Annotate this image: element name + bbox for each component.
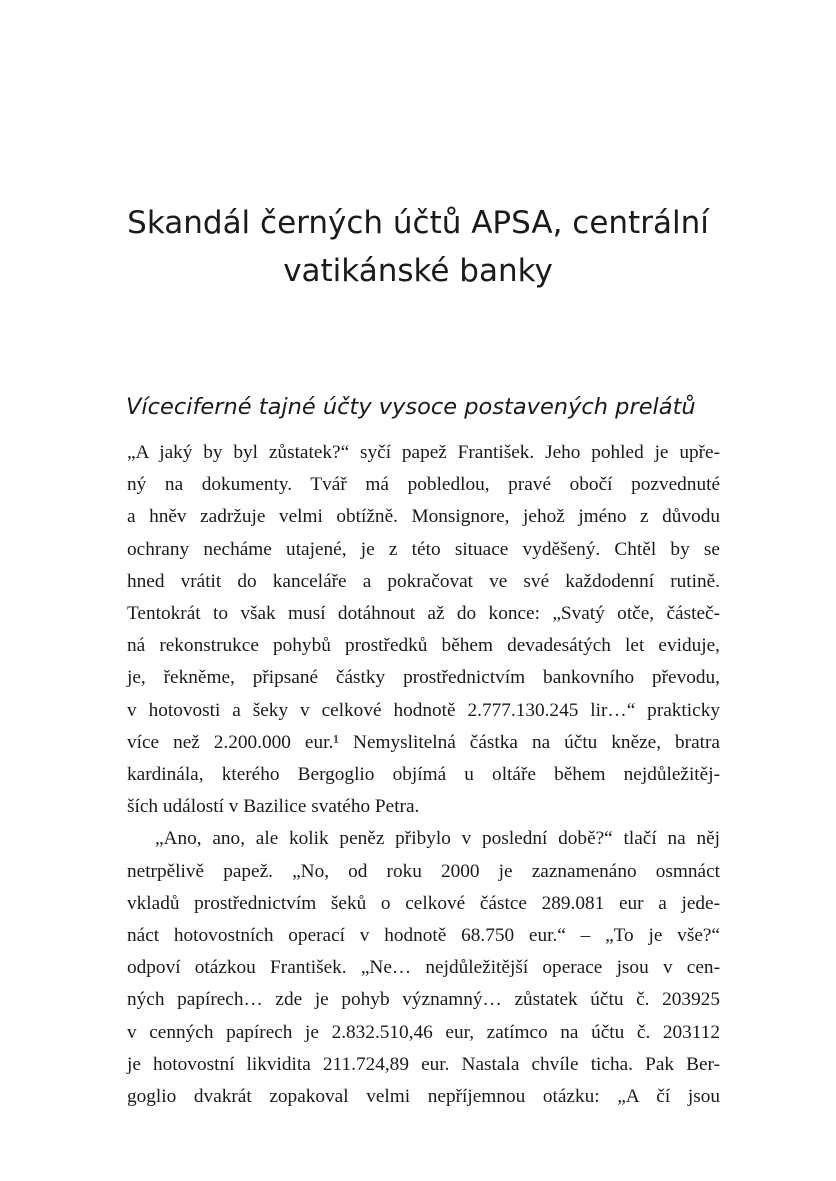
text-line: „Ano, ano, ale kolik peněz přibylo v poslední době?“ tlačí na něj (155, 828, 720, 850)
paragraph-1 (127, 437, 720, 823)
text-line: kardinála, kterého Bergoglio objímá u oltáře během nejdůležitěj- (127, 764, 720, 786)
text-line: v hotovosti a šeky v celkové hodnotě 2.777.130.245 lir…“ prakticky (127, 699, 720, 721)
text-line: více než 2.200.000 eur.¹ Nemyslitelná částka na účtu kněze, bratra (127, 731, 720, 753)
text-line: vkladů prostřednictvím šeků o celkové částce 289.081 eur a jede- (127, 892, 720, 914)
chapter-title-line: Skandál černých účtů APSA, centrální (127, 205, 709, 241)
text-line: Tentokrát to však musí dotáhnout až do konce: „Svatý otče, částeč- (127, 603, 720, 625)
chapter-title-line: vatikánské banky (283, 253, 553, 289)
text-line: v cenných papírech je 2.832.510,46 eur, zatímco na účtu č. 203112 (127, 1021, 720, 1043)
text-line: náct hotovostních operací v hodnotě 68.750 eur.“ – „To je vše?“ (127, 925, 720, 947)
body-text (127, 437, 720, 1113)
text-line: goglio dvakrát zopakoval velmi nepříjemnou otázku: „A čí jsou (127, 1086, 720, 1108)
section-heading: Víceciferné tajné účty vysoce postavených prelátů (126, 394, 696, 420)
chapter-title (100, 199, 736, 295)
text-line: hned vrátit do kanceláře a pokračovat ve své každodenní rutině. (127, 570, 720, 592)
text-line: je, řekněme, připsané částky prostřednictvím bankovního převodu, (127, 667, 720, 689)
text-line: ších událostí v Bazilice svatého Petra. (127, 796, 420, 818)
text-line: netrpělivě papež. „No, od roku 2000 je zaznamenáno osmnáct (127, 860, 720, 882)
text-line: „A jaký by byl zůstatek?“ syčí papež František. Jeho pohled je upře- (127, 442, 720, 463)
paragraph-2 (127, 823, 720, 1113)
text-line: ných papírech… zde je pohyb významný… zůstatek účtu č. 203925 (127, 989, 720, 1011)
text-line: odpoví otázkou František. „Ne… nejdůležitější operace jsou v cen- (127, 957, 720, 979)
text-line: ný na dokumenty. Tvář má pobledlou, pravé obočí pozvednuté (127, 474, 720, 496)
text-line: je hotovostní likvidita 211.724,89 eur. Nastala chvíle ticha. Pak Ber- (127, 1053, 720, 1075)
text-line: ochrany necháme utajené, je z této situace vyděšený. Chtěl by se (127, 538, 720, 560)
text-line: ná rekonstrukce pohybů prostředků během devadesátých let eviduje, (127, 635, 720, 657)
text-line: a hněv zadržuje velmi obtížně. Monsignore, jehož jméno z důvodu (127, 506, 720, 528)
